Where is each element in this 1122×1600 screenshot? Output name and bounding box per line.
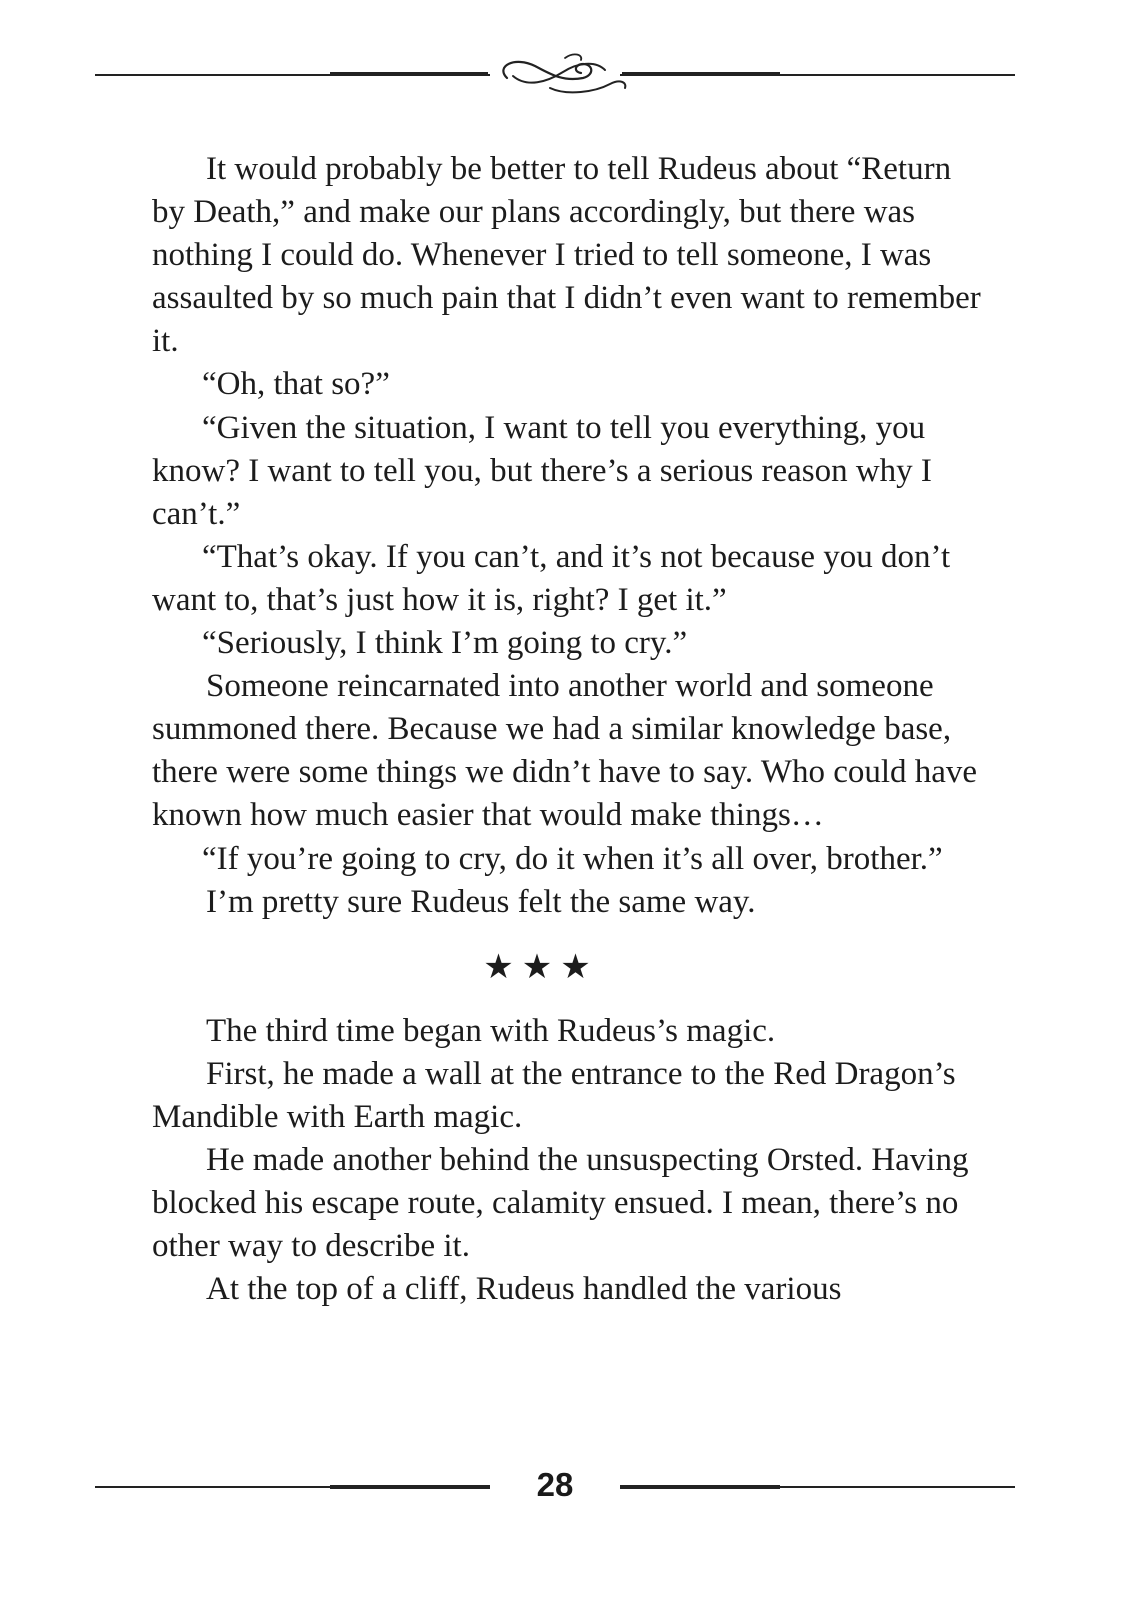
- paragraph: He made another behind the unsuspecting Orsted. Having blocked his escape route, calamity ensued. I mean, there’s no other way to describe it.: [152, 1141, 969, 1265]
- body-text: [152, 148, 982, 1311]
- paragraph: First, he made a wall at the entrance to the Red Dragon’s Mandible with Earth magic.: [152, 1055, 956, 1135]
- page-number: 28: [536, 1466, 574, 1503]
- section-break-stars: ★★★: [483, 946, 599, 987]
- paragraph: The third time began with Rudeus’s magic.: [206, 1012, 776, 1049]
- page-footer: [95, 1460, 1015, 1520]
- paragraph: Someone reincarnated into another world and someone summoned there. Because we had a similar knowledge base, there were some things we didn’t have to say. Who could have known how much easier that would make things…: [152, 668, 978, 834]
- paragraph: I’m pretty sure Rudeus felt the same way.: [206, 883, 756, 920]
- dialogue-paragraph: “Oh, that so?”: [202, 366, 390, 403]
- dialogue-paragraph: “Seriously, I think I’m going to cry.”: [202, 625, 688, 662]
- header-flourish-icon: [95, 48, 1015, 108]
- dialogue-paragraph: “If you’re going to cry, do it when it’s all over, brother.”: [202, 840, 943, 877]
- dialogue-paragraph: “Given the situation, I want to tell you everything, you know? I want to tell you, but there’s a serious reason why I can’t.”: [152, 409, 932, 532]
- paragraph: It would probably be better to tell Rudeus about “Return by Death,” and make our plans accordingly, but there was nothing I could do. Whenever I tried to tell someone, I was assaulted by so much pain that I didn’t even want to remember it.: [152, 151, 981, 360]
- dialogue-paragraph: “That’s okay. If you can’t, and it’s not because you don’t want to, that’s just how it is, right? I get it.”: [152, 538, 951, 618]
- paragraph: At the top of a cliff, Rudeus handled the various: [206, 1271, 842, 1308]
